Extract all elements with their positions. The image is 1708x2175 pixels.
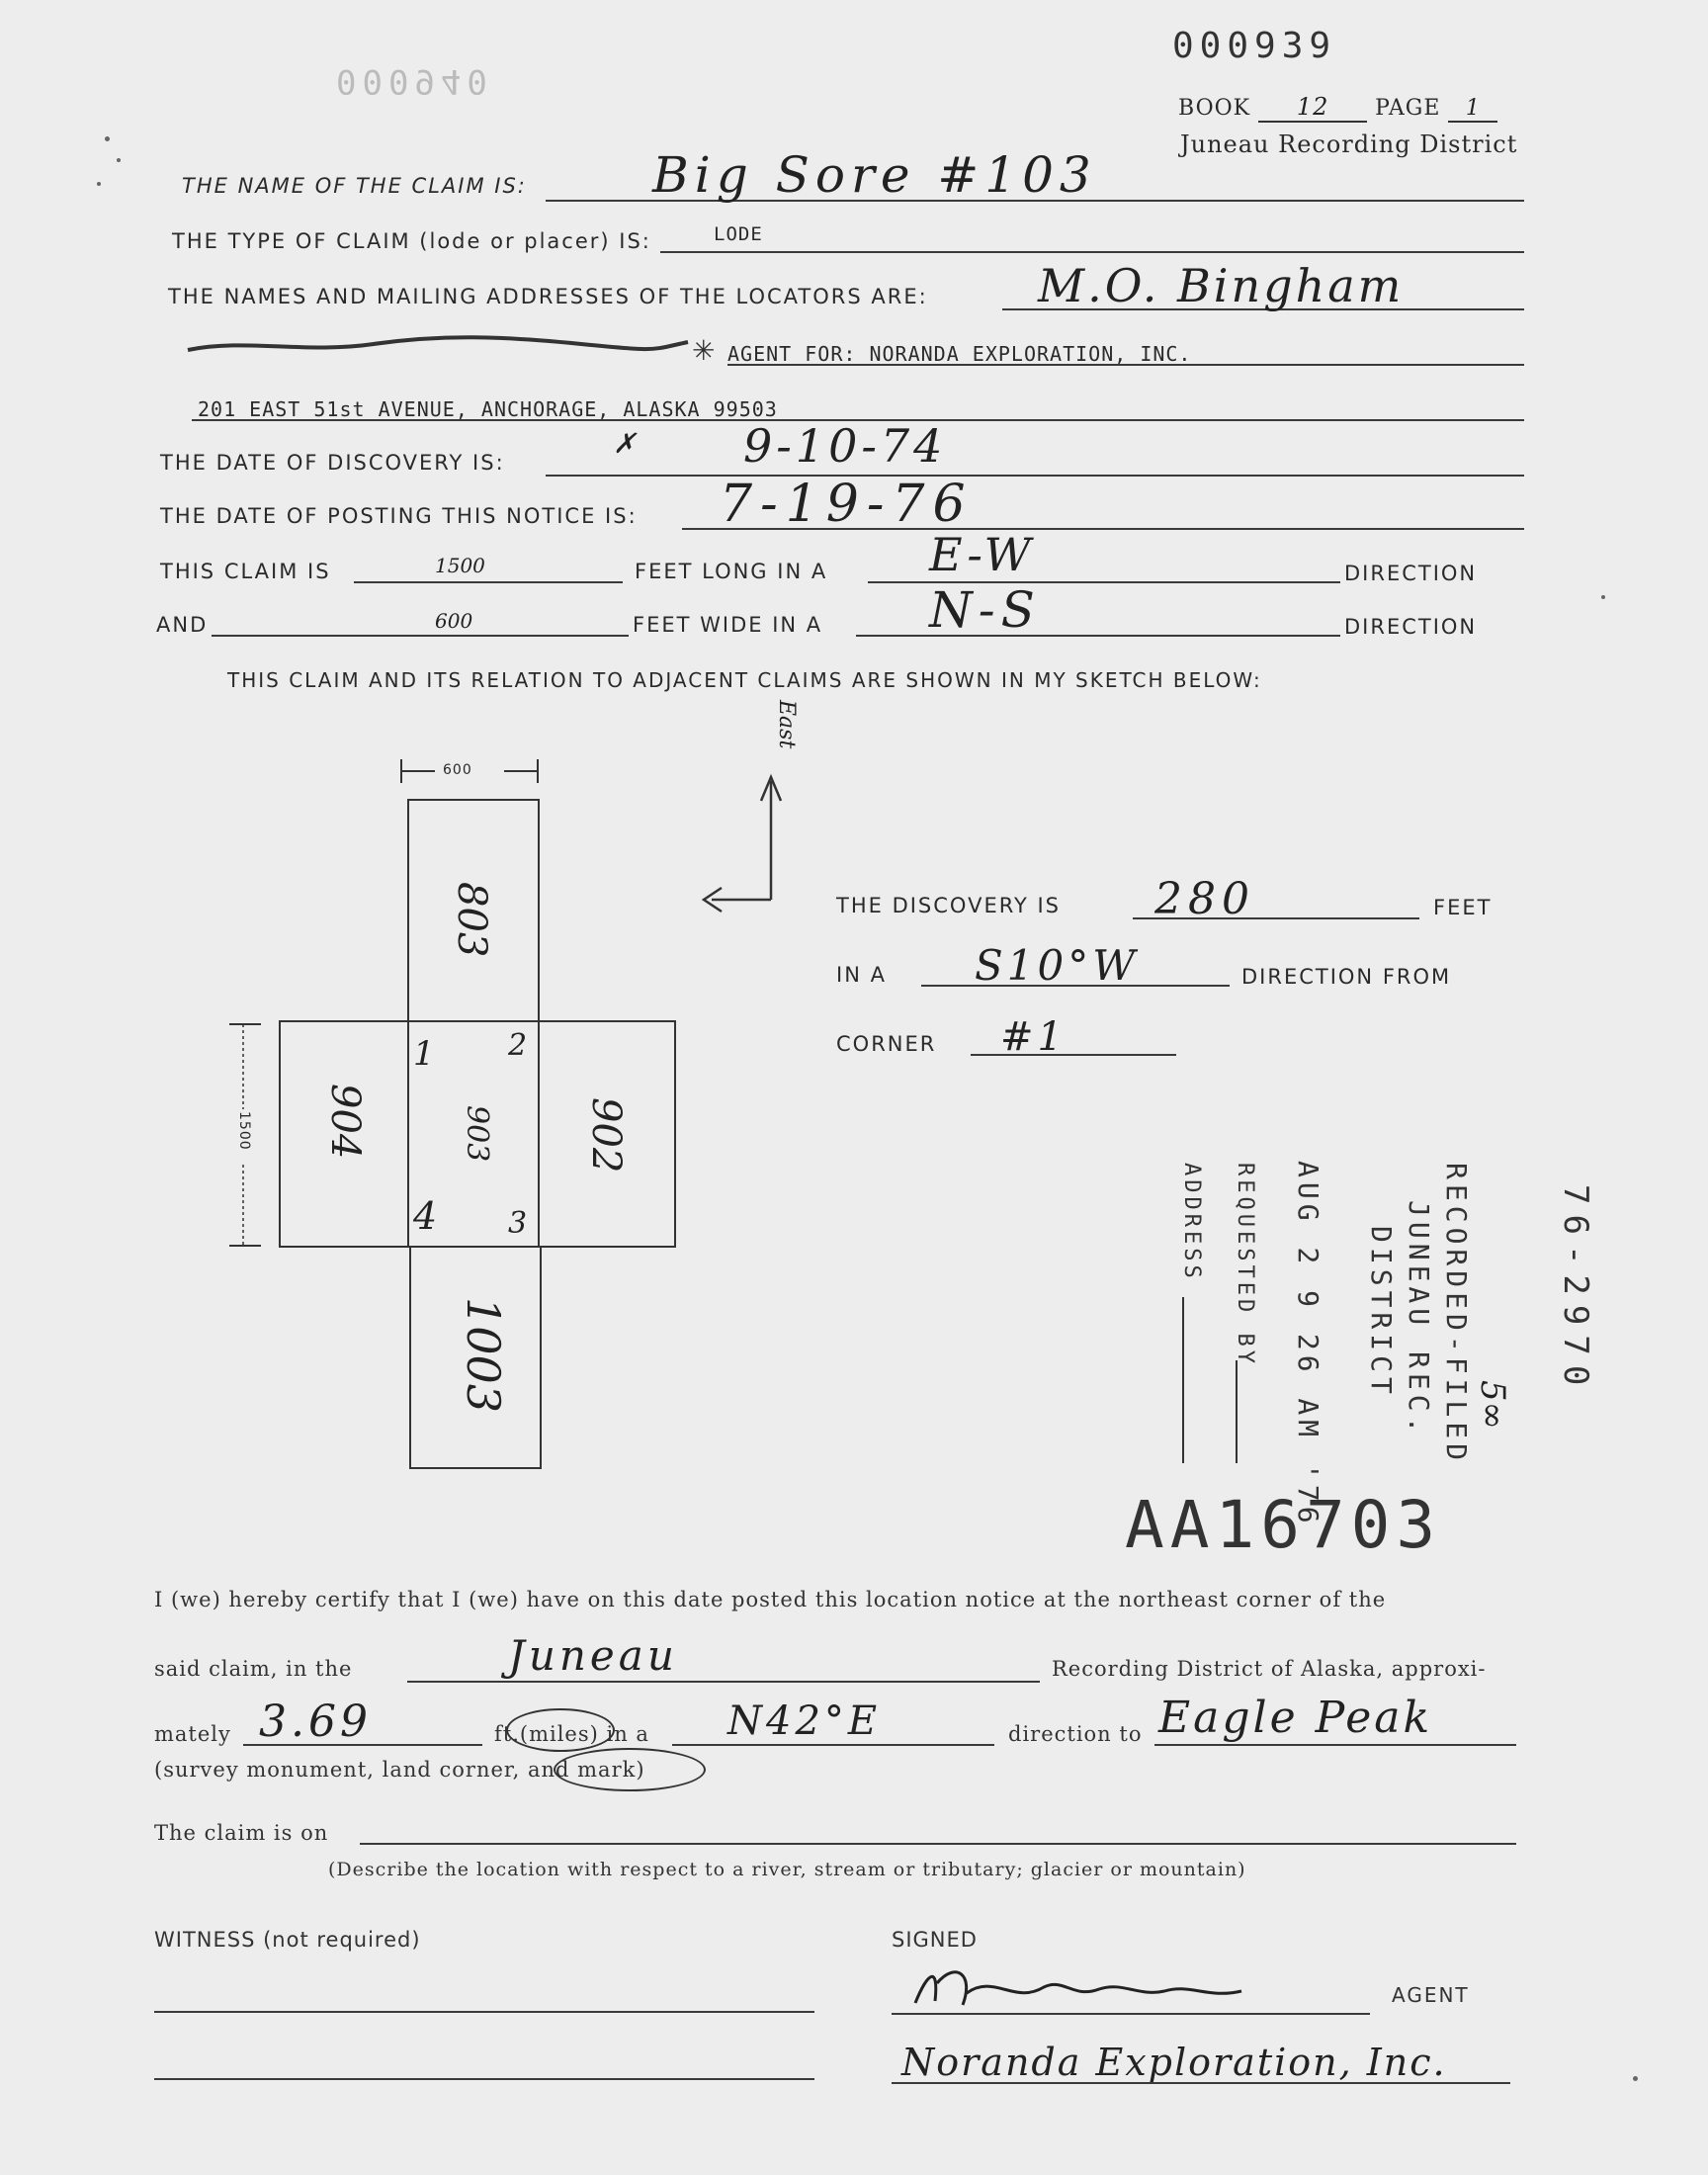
width-value: 600 <box>435 609 473 633</box>
page-label: PAGE <box>1375 96 1441 121</box>
page-value: 1 <box>1448 96 1497 123</box>
signed-line <box>892 2013 1370 2015</box>
discovery-in-a-label: IN A <box>836 963 887 987</box>
agent-line: AGENT FOR: NORANDA EXPLORATION, INC. <box>727 342 1192 366</box>
scan-speck <box>1633 2076 1638 2081</box>
direction-label-2: DIRECTION <box>1344 615 1478 639</box>
book-field <box>1178 93 1497 123</box>
direction-to-text: direction to <box>1008 1722 1143 1746</box>
scan-speck <box>1601 595 1605 599</box>
address-line-stamp <box>1182 1297 1184 1463</box>
scan-speck <box>105 136 110 141</box>
claim-on-label: The claim is on <box>154 1821 329 1845</box>
middle-divider-left <box>407 1020 409 1248</box>
cert-distance-value: 3.69 <box>259 1696 372 1747</box>
witness-line-1 <box>154 2011 814 2013</box>
miles-circle <box>506 1708 615 1752</box>
faded-bleedthrough-number: 000940 <box>336 61 493 101</box>
discovery-is-label: THE DISCOVERY IS <box>836 894 1061 917</box>
discovery-feet-label: FEET <box>1433 896 1493 919</box>
length-value: 1500 <box>435 554 485 577</box>
discovery-corner-value: #1 <box>1000 1014 1067 1060</box>
recording-district-text: Recording District of Alaska, approxi- <box>1052 1657 1487 1681</box>
stamp-district: DISTRICT <box>1365 1226 1398 1399</box>
stamp-fee-mark: 5∞ <box>1473 1380 1512 1430</box>
discovery-feet-value: 280 <box>1154 874 1255 924</box>
east-arrow-label: East <box>774 700 799 749</box>
discovery-date-label: THE DATE OF DISCOVERY IS: <box>160 451 505 475</box>
claim-name-label: THE NAME OF THE CLAIM IS: <box>182 174 527 198</box>
middle-divider-right <box>538 1020 540 1248</box>
ft-miles-text: ft.(miles) in a <box>494 1722 649 1746</box>
claim-number-bottom: 1003 <box>457 1297 510 1414</box>
cert-landmark-value: Eagle Peak <box>1158 1693 1433 1743</box>
survey-line-text: (survey monument, land corner, and mark) <box>154 1758 645 1782</box>
district-line <box>407 1681 1040 1683</box>
stamp-date: AUG 2 9 26 AM '76 <box>1292 1161 1324 1528</box>
book-label: BOOK <box>1178 96 1251 121</box>
discovery-date-line <box>546 475 1524 477</box>
stamp-serial: 76-2970 <box>1556 1184 1595 1396</box>
posting-date-value: 7-19-76 <box>720 475 974 534</box>
address-line: 201 EAST 51st AVENUE, ANCHORAGE, ALASKA 99503 <box>198 397 778 421</box>
company-signature: Noranda Exploration, Inc. <box>901 2041 1447 2084</box>
stamp-juneau-rec: JUNEAU REC. <box>1403 1200 1435 1438</box>
document-number: 000939 <box>1172 26 1337 66</box>
claim-name-value: Big Sore #103 <box>652 146 1097 204</box>
and-label: AND <box>156 613 209 637</box>
stamp-recorded-filed: RECORDED-FILED <box>1440 1163 1473 1466</box>
cert-district-value: Juneau <box>508 1631 678 1680</box>
scan-speck <box>117 158 121 162</box>
corner-1: 1 <box>413 1034 435 1074</box>
discovery-corner-label: CORNER <box>836 1032 937 1056</box>
length-dimension: 1500 <box>236 1111 252 1151</box>
long-direction-value: E-W <box>929 528 1035 581</box>
locators-value: M.O. Bingham <box>1038 259 1405 312</box>
landmark-line <box>1154 1744 1516 1746</box>
sketch-caption: THIS CLAIM AND ITS RELATION TO ADJACENT CLAIMS ARE SHOWN IN MY SKETCH BELOW: <box>227 668 1262 692</box>
witness-line-2 <box>154 2078 814 2080</box>
claim-on-line <box>360 1843 1516 1845</box>
witness-label: WITNESS (not required) <box>154 1928 421 1952</box>
claim-is-label: THIS CLAIM IS <box>160 560 331 583</box>
and-mark-circle <box>554 1748 706 1791</box>
discovery-date-value: 9-10-74 <box>743 419 947 473</box>
signed-label: SIGNED <box>892 1928 978 1952</box>
corner-2: 2 <box>508 1028 528 1063</box>
claim-type-line <box>660 251 1524 253</box>
claim-number-center: 903 <box>460 1105 494 1163</box>
scan-speck <box>97 182 101 186</box>
claim-type-value: LODE <box>714 223 763 245</box>
strike-mark: ✗ <box>613 427 637 460</box>
claim-number-left: 904 <box>322 1084 368 1160</box>
width-dimension: 600 <box>443 762 472 778</box>
cert-direction-line <box>672 1744 994 1746</box>
scribble-mark <box>186 332 692 358</box>
stamp-requested-by: REQUESTED BY <box>1233 1163 1257 1367</box>
describe-hint: (Describe the location with respect to a river, stream or tributary; glacier or mountain) <box>328 1859 1246 1880</box>
cert-direction-value: N42°E <box>727 1698 882 1744</box>
corner-3: 3 <box>508 1206 528 1241</box>
direction-label-1: DIRECTION <box>1344 562 1478 585</box>
mately-text: mately <box>154 1722 231 1746</box>
discovery-direction-value: S10°W <box>975 941 1140 990</box>
agent-label: AGENT <box>1392 1983 1470 2007</box>
company-line <box>892 2082 1510 2084</box>
claim-number-right: 902 <box>583 1097 629 1174</box>
stamp-number: AA16703 <box>1125 1487 1442 1563</box>
feet-long-label: FEET LONG IN A <box>635 560 828 583</box>
asterisk-icon: ✳ <box>692 334 716 367</box>
said-claim-text: said claim, in the <box>154 1657 353 1681</box>
claim-number-top: 803 <box>449 882 494 958</box>
agent-underline <box>727 364 1524 366</box>
posting-date-label: THE DATE OF POSTING THIS NOTICE IS: <box>160 504 638 528</box>
wide-direction-value: N-S <box>929 581 1041 639</box>
stamp-address: ADDRESS <box>1179 1163 1204 1282</box>
length-line <box>354 581 623 583</box>
claim-type-label: THE TYPE OF CLAIM (lode or placer) IS: <box>172 229 651 253</box>
corner-4: 4 <box>413 1194 438 1238</box>
feet-wide-label: FEET WIDE IN A <box>633 613 823 637</box>
discovery-direction-from-label: DIRECTION FROM <box>1241 965 1452 989</box>
width-line <box>212 635 629 637</box>
book-value: 12 <box>1258 93 1367 123</box>
requested-by-line <box>1236 1360 1238 1463</box>
recording-district-heading: Juneau Recording District <box>1180 130 1518 158</box>
locators-label: THE NAMES AND MAILING ADDRESSES OF THE LOCATORS ARE: <box>168 285 928 308</box>
certification-line-1: I (we) hereby certify that I (we) have on this date posted this location notice at the northeast corner of the <box>154 1588 1387 1611</box>
